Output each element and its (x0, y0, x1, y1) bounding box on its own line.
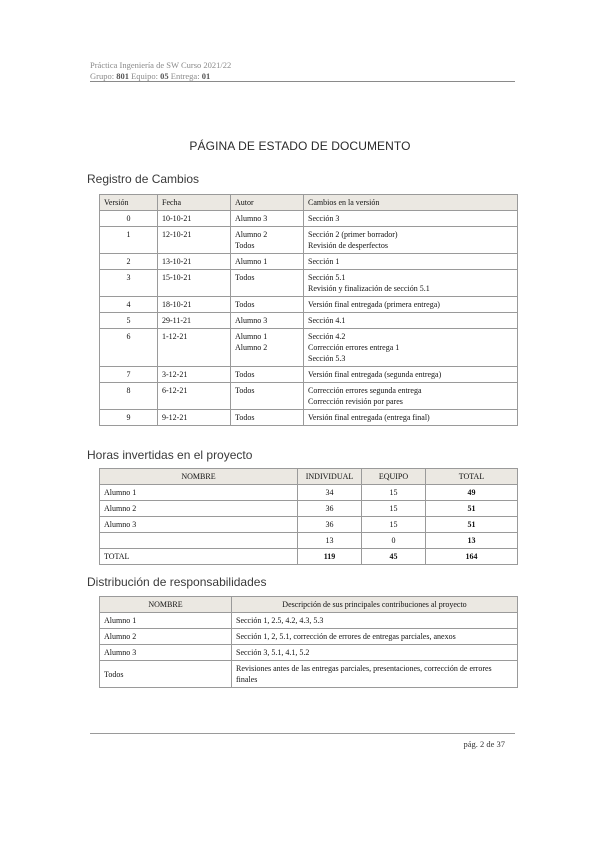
changes-cell-line: Revisión y finalización de sección 5.1 (308, 284, 430, 293)
name-cell (100, 533, 298, 549)
version-cell: 5 (100, 313, 158, 329)
changes-cell-line: Versión final entregada (segunda entrega) (308, 370, 442, 379)
table-row (100, 270, 518, 297)
section-heading-responsabilidades: Distribución de responsabilidades (87, 575, 267, 589)
page-title: PÁGINA DE ESTADO DE DOCUMENTO (189, 139, 411, 153)
table-header-row (100, 597, 518, 613)
hours-table (99, 468, 518, 565)
total-row (100, 549, 518, 565)
header-delivery: 01 (201, 71, 211, 81)
description-cell: Sección 3, 5.1, 4.1, 5.2 (232, 645, 518, 661)
changes-cell-line: Sección 4.2 (308, 332, 346, 341)
team-total-cell: 45 (362, 549, 426, 565)
description-cell: Revisiones antes de las entregas parciales, presentaciones, corrección de errores finales (232, 661, 518, 688)
author-cell-line: Todos (235, 273, 255, 282)
author-cell-line: Alumno 1 (235, 257, 268, 266)
section-heading-horas: Horas invertidas en el proyecto (87, 448, 253, 462)
version-cell: 2 (100, 254, 158, 270)
table-row (100, 501, 518, 517)
author-cell (231, 367, 304, 383)
author-cell (231, 254, 304, 270)
version-cell: 4 (100, 297, 158, 313)
changes-cell (304, 367, 518, 383)
changes-cell-line: Sección 5.1 (308, 273, 346, 282)
author-cell-line: Alumno 2 (235, 230, 268, 239)
author-cell (231, 410, 304, 426)
name-cell: Alumno 3 (100, 517, 298, 533)
table-row (100, 329, 518, 367)
changes-cell-line: Corrección revisión por pares (308, 397, 403, 406)
column-header: Descripción de sus principales contribuciones al proyecto (232, 597, 518, 613)
name-cell: Alumno 2 (100, 501, 298, 517)
author-cell (231, 270, 304, 297)
running-header (90, 60, 515, 82)
column-header: NOMBRE (100, 469, 298, 485)
changes-cell (304, 329, 518, 367)
team-cell: 15 (362, 517, 426, 533)
description-cell: Sección 1, 2, 5.1, corrección de errores de entregas parciales, anexos (232, 629, 518, 645)
table-row (100, 485, 518, 501)
team-cell: 0 (362, 533, 426, 549)
table-row (100, 313, 518, 329)
header-group-line: Grupo: 801 Equipo: 05 Entrega: 01 (90, 71, 211, 81)
table-header-row (100, 195, 518, 211)
version-cell: 0 (100, 211, 158, 227)
author-cell-line: Todos (235, 386, 255, 395)
table-row (100, 211, 518, 227)
name-cell: Alumno 3 (100, 645, 232, 661)
version-cell: 9 (100, 410, 158, 426)
individual-cell: 13 (298, 533, 362, 549)
changes-cell-line: Revisión de desperfectos (308, 241, 388, 250)
table-row (100, 383, 518, 410)
name-cell: Alumno 1 (100, 485, 298, 501)
individual-cell: 36 (298, 501, 362, 517)
changes-cell (304, 254, 518, 270)
author-cell-line: Todos (235, 370, 255, 379)
column-header: Autor (231, 195, 304, 211)
changes-table (99, 194, 518, 426)
table-header-row (100, 469, 518, 485)
column-header: INDIVIDUAL (298, 469, 362, 485)
column-header: Cambios en la versión (304, 195, 518, 211)
column-header: EQUIPO (362, 469, 426, 485)
column-header: TOTAL (426, 469, 518, 485)
author-cell-line: Alumno 3 (235, 214, 268, 223)
team-cell: 15 (362, 485, 426, 501)
changes-cell-line: Versión final entregada (entrega final) (308, 413, 430, 422)
author-cell-line: Alumno 1 (235, 332, 268, 341)
table-row (100, 613, 518, 629)
grand-total-cell: 164 (426, 549, 518, 565)
total-cell: 51 (426, 517, 518, 533)
header-team: 05 (160, 71, 169, 81)
version-cell: 7 (100, 367, 158, 383)
header-group: 801 (116, 71, 129, 81)
column-header: Fecha (158, 195, 231, 211)
changes-cell-line: Corrección errores segunda entrega (308, 386, 422, 395)
changes-cell (304, 297, 518, 313)
changes-cell-line: Sección 1 (308, 257, 340, 266)
changes-cell-line: Sección 4.1 (308, 316, 346, 325)
date-cell: 10-10-21 (158, 211, 231, 227)
total-cell: 49 (426, 485, 518, 501)
description-cell: Sección 1, 2.5, 4.2, 4.3, 5.3 (232, 613, 518, 629)
author-cell-line: Alumno 2 (235, 343, 268, 352)
changes-cell-line: Sección 2 (primer borrador) (308, 230, 398, 239)
changes-cell-line: Sección 5.3 (308, 354, 346, 363)
table-row (100, 367, 518, 383)
total-cell: 13 (426, 533, 518, 549)
individual-cell: 34 (298, 485, 362, 501)
date-cell: 29-11-21 (158, 313, 231, 329)
changes-cell-line: Versión final entregada (primera entrega) (308, 300, 440, 309)
changes-cell (304, 227, 518, 254)
author-cell (231, 227, 304, 254)
author-cell (231, 329, 304, 367)
table-row (100, 645, 518, 661)
table-row (100, 227, 518, 254)
author-cell (231, 297, 304, 313)
changes-cell-line: Corrección errores entrega 1 (308, 343, 400, 352)
individual-total-cell: 119 (298, 549, 362, 565)
table-row (100, 661, 518, 688)
date-cell: 18-10-21 (158, 297, 231, 313)
total-label-cell: TOTAL (100, 549, 298, 565)
date-cell: 9-12-21 (158, 410, 231, 426)
table-row (100, 410, 518, 426)
table-row (100, 254, 518, 270)
page-number: pág. 2 de 37 (463, 739, 505, 749)
header-course: Práctica Ingeniería de SW Curso 2021/22 (90, 60, 232, 70)
changes-cell-line: Sección 3 (308, 214, 340, 223)
author-cell-line: Todos (235, 300, 255, 309)
table-row (100, 297, 518, 313)
date-cell: 3-12-21 (158, 367, 231, 383)
changes-cell (304, 410, 518, 426)
author-cell (231, 211, 304, 227)
version-cell: 8 (100, 383, 158, 410)
column-header: NOMBRE (100, 597, 232, 613)
date-cell: 6-12-21 (158, 383, 231, 410)
footer-divider (90, 733, 515, 734)
name-cell: Alumno 2 (100, 629, 232, 645)
author-cell (231, 383, 304, 410)
author-cell-line: Todos (235, 413, 255, 422)
individual-cell: 36 (298, 517, 362, 533)
date-cell: 1-12-21 (158, 329, 231, 367)
changes-cell (304, 270, 518, 297)
date-cell: 12-10-21 (158, 227, 231, 254)
name-cell: Alumno 1 (100, 613, 232, 629)
table-row (100, 629, 518, 645)
changes-cell (304, 313, 518, 329)
total-cell: 51 (426, 501, 518, 517)
author-cell-line: Alumno 3 (235, 316, 268, 325)
table-row (100, 533, 518, 549)
version-cell: 6 (100, 329, 158, 367)
author-cell (231, 313, 304, 329)
author-cell-line: Todos (235, 241, 255, 250)
changes-cell (304, 211, 518, 227)
table-row (100, 517, 518, 533)
changes-cell (304, 383, 518, 410)
team-cell: 15 (362, 501, 426, 517)
date-cell: 15-10-21 (158, 270, 231, 297)
responsibilities-table (99, 596, 518, 688)
version-cell: 1 (100, 227, 158, 254)
section-heading-registro: Registro de Cambios (87, 172, 200, 186)
column-header: Versión (100, 195, 158, 211)
header-divider (90, 81, 515, 82)
date-cell: 13-10-21 (158, 254, 231, 270)
version-cell: 3 (100, 270, 158, 297)
name-cell: Todos (100, 661, 232, 688)
